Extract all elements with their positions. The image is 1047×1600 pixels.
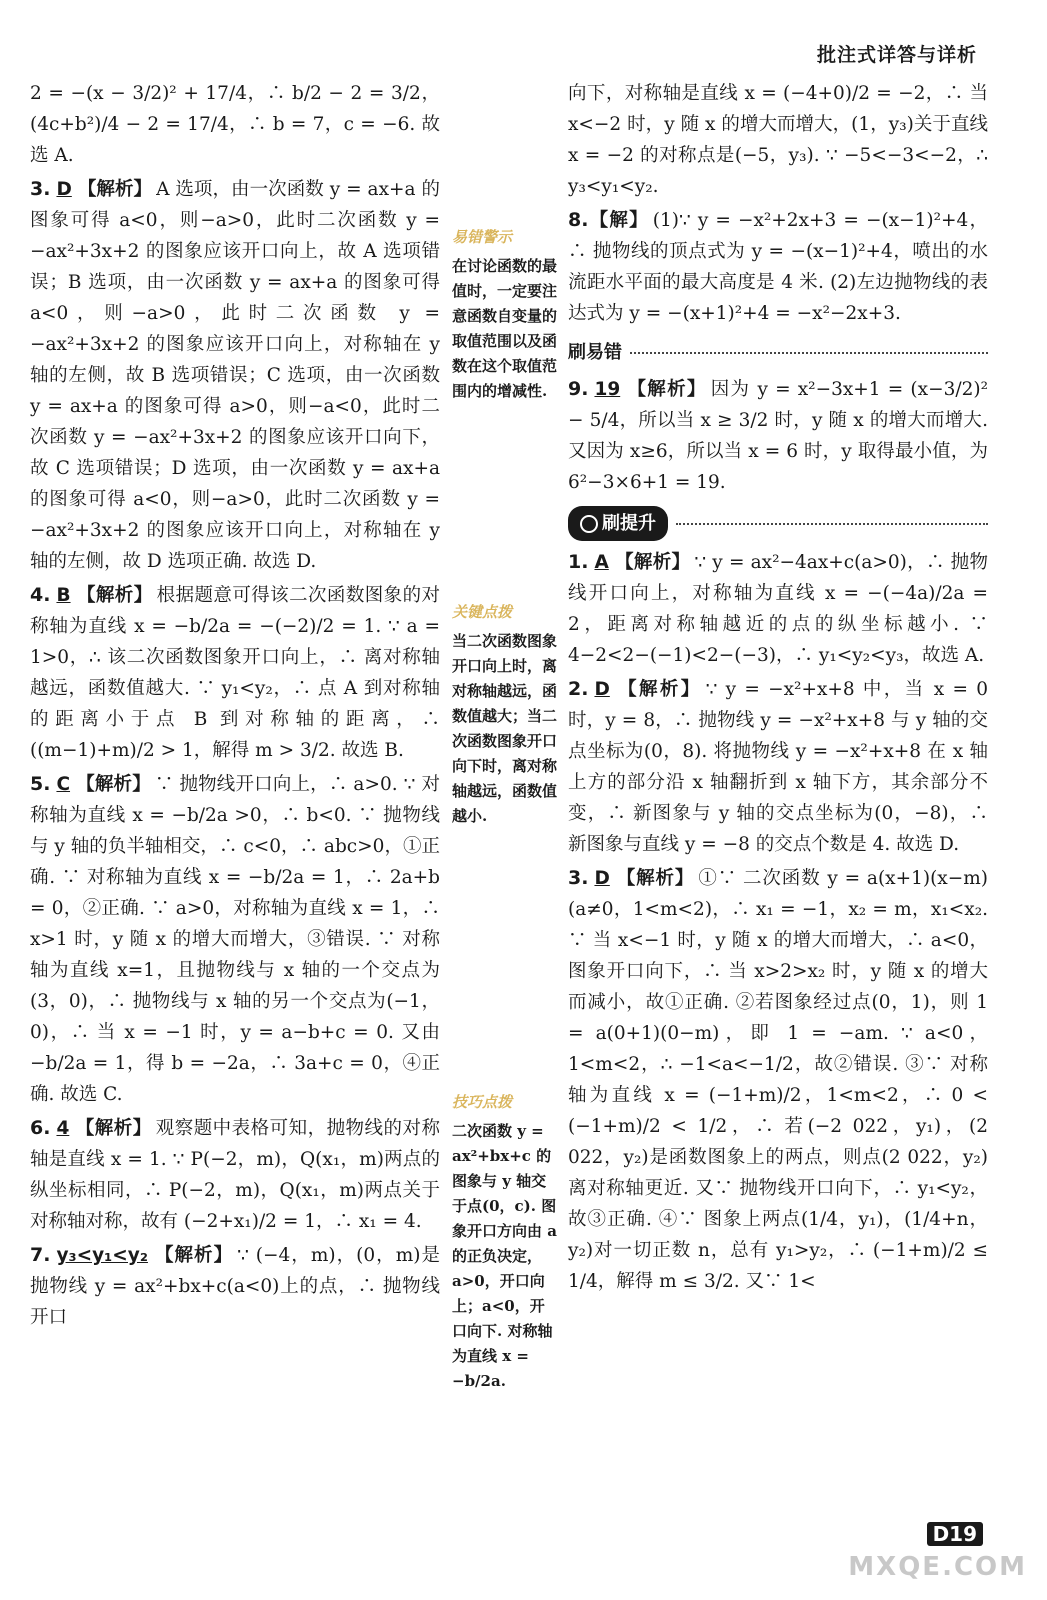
item-number: 7. — [30, 1244, 51, 1266]
page-header: 批注式详答与详析 — [816, 44, 977, 66]
section-divider — [676, 523, 988, 525]
item-tag: 【解】 — [588, 210, 649, 231]
section-heading-mistakes — [568, 337, 988, 368]
item-tag: 【解析】 — [76, 774, 151, 795]
right-column — [568, 78, 988, 1300]
item-answer: 19 — [594, 379, 621, 400]
answer-item — [568, 205, 988, 329]
item-tag: 【解析】 — [615, 868, 695, 889]
item-answer: D — [594, 679, 610, 700]
answer-item — [30, 174, 440, 577]
answer-item — [568, 863, 988, 1297]
section-heading-improve — [568, 506, 988, 541]
side-note — [452, 1090, 558, 1394]
answer-item — [30, 78, 440, 171]
section-badge — [568, 506, 668, 541]
answer-item — [568, 547, 988, 671]
badge-icon — [580, 515, 598, 533]
item-text: (1)∵ y = −x²+2x+3 = −(x−1)²+4，∴ 抛物线的顶点式为 y = −(x−1)²+4，喷出的水流距水平面的最大高度是 4 米. (2)左边抛物线的表达式为 y = −(x+1)²+4 = −x²−2x+3. — [568, 210, 988, 324]
left-column — [30, 78, 440, 1336]
item-text: 根据题意可得该二次函数图象的对称轴为直线 x = −b/2a = −(−2)/2 = 1. ∵ a = 1>0，∴ 该二次函数图象开口向上，∴ 离对称轴越远，函数值越大. ∵ y₁<y₂，∴ 点 A 到对称轴的距离小于点 B 到对称轴的距离，∴ ((m−1)+m)/2 > 1，解得 m > 3/2. 故选 B. — [30, 585, 440, 761]
side-note-title: 技巧点拨 — [452, 1093, 513, 1111]
item-tag: 【解析】 — [153, 1245, 234, 1266]
item-text: ∵ (−4，m)，(0，m)是抛物线 y = ax²+bx+c(a<0)上的点，∴ 抛物线开口 — [30, 1245, 440, 1328]
item-answer: y₃<y₁<y₂ — [56, 1245, 148, 1266]
item-tag: 【解析】 — [77, 179, 153, 200]
item-text: ①∵ 二次函数 y = a(x+1)(x−m)(a≠0，1<m<2)，∴ x₁ = −1，x₂ = m，x₁<x₂. ∵ 当 x<−1 时，y 随 x 的增大而增大，∴ a<0，图象开口向下，∴ 当 x>2>x₂ 时，y 随 x 的增大而减小，故①正确. ②若图象经过点(0，1)，则 1 = a(0+1)(0−m)，即 1 = −am. ∵ a<0，1<m<2，∴ −1<a<−1/2，故②错误. ③∵ 对称轴为直线 x = (−1+m)/2，1<m<2，∴ 0 < (−1+m)/2 < 1/2，∴ 若(−2 022，y₁)，(2 022，y₂)是函数图象上的两点，则点(2 022，y₂)离对称轴更近. 又∵ 抛物线开口向下，∴ y₁<y₂，故③正确. ④∵ 图象上两点(1/4，y₁)，(1/4+n，y₂)对一切正数 n，总有 y₁>y₂，∴ (−1+m)/2 ≤ 1/4，解得 m ≤ 3/2. 又∵ 1< — [568, 868, 988, 1292]
item-text: 因为 y = x²−3x+1 = (x−3/2)² − 5/4，所以当 x ≥ 3/2 时，y 随 x 的增大而增大. 又因为 x≥6，所以当 x = 6 时，y 取得最小值，为 6²−3×6+1 = 19. — [568, 379, 988, 493]
item-number: 1. — [568, 551, 589, 573]
item-text: ∵ y = −x²+x+8 中，当 x = 0 时，y = 8，∴ 抛物线 y = −x²+x+8 与 y 轴的交点坐标为(0，8). 将抛物线 y = −x²+x+8 在 x 轴上方的部分沿 x 轴翻折到 x 轴下方，其余部分不变，∴ 新图象与 y 轴的交点坐标为(0，−8)，∴ 新图象与直线 y = −8 的交点个数是 4. 故选 D. — [568, 679, 988, 855]
item-answer: D — [594, 868, 610, 889]
item-answer: B — [56, 585, 71, 606]
section-label: 刷易错 — [568, 342, 622, 363]
answer-item — [568, 78, 988, 202]
section-label: 刷提升 — [602, 513, 656, 534]
item-tag: 【解析】 — [76, 585, 153, 606]
side-note-text: 二次函数 y = ax²+bx+c 的图象与 y 轴交于点(0，c). 图象开口方向由 a 的正负决定，a>0，开口向上；a<0，开口向下. 对称轴为直线 x = −b/2a. — [452, 1122, 557, 1390]
item-number: 9. — [568, 378, 589, 400]
item-text: ∵ 抛物线开口向上，∴ a>0. ∵ 对称轴为直线 x = −b/2a >0，∴ b<0. ∵ 抛物线与 y 轴的负半轴相交，∴ c<0，∴ abc>0，①正确. ∵ 对称轴为直线 x = −b/2a = 1，∴ 2a+b = 0，②正确. ∵ a>0，对称轴为直线 x = 1，∴ x>1 时，y 随 x 的增大而增大，③错误. ∵ 对称轴为直线 x=1，且抛物线与 x 轴的一个交点为(3，0)，∴ 抛物线与 x 轴的另一个交点为(−1，0)，∴ 当 x = −1 时，y = a−b+c = 0. 又由 −b/2a = 1，得 b = −2a，∴ 3a+c = 0，④正确. 故选 C. — [30, 774, 440, 1105]
watermark-logo: MXQE.COM — [848, 1552, 1027, 1582]
item-text: ∵ y = ax²−4ax+c(a>0)，∴ 抛物线开口向上，对称轴为直线 x = −(−4a)/2a = 2，距离对称轴越近的点的纵坐标越小. ∵ 4−2<2−(−1)<2−(−3)，∴ y₁<y₂<y₃，故选 A. — [568, 552, 988, 666]
side-note — [452, 225, 558, 404]
item-answer: C — [56, 774, 71, 795]
item-number: 4. — [30, 584, 51, 606]
side-note-text: 在讨论函数的最值时，一定要注意函数自变量的取值范围以及函数在这个取值范围内的增减性. — [452, 257, 558, 400]
item-text: 向下，对称轴是直线 x = (−4+0)/2 = −2，∴ 当 x<−2 时，y 随 x 的增大而增大，(1，y₃)关于直线 x = −2 的对称点是(−5，y₃). ∵ −5<−3<−2，∴ y₃<y₁<y₂. — [568, 83, 988, 197]
answer-item — [30, 580, 440, 766]
item-number: 5. — [30, 773, 51, 795]
item-number: 6. — [30, 1117, 51, 1139]
answer-item — [30, 1240, 440, 1333]
side-note-text: 当二次函数图象开口向上时，离对称轴越远，函数值越大；当二次函数图象开口向下时，离对称轴越远，函数值越小. — [452, 632, 558, 825]
answer-item — [568, 674, 988, 860]
item-number: 2. — [568, 678, 589, 700]
item-text: 2 = −(x − 3/2)² + 17/4，∴ b/2 − 2 = 3/2，(4c+b²)/4 − 2 = 17/4，∴ b = 7，c = −6. 故选 A. — [30, 83, 440, 166]
item-tag: 【解析】 — [75, 1118, 152, 1139]
answer-item — [30, 769, 440, 1110]
item-text: A 选项，由一次函数 y = ax+a 的图象可得 a<0，则−a>0，此时二次函数 y = −ax²+3x+2 的图象应该开口向上，故 A 选项错误；B 选项，由一次函数 y = ax+a 的图象可得 a<0，则−a>0，此时二次函数 y = −ax²+3x+2 的图象应该开口向上，对称轴在 y 轴的左侧，故 B 选项错误；C 选项，由一次函数 y = ax+a 的图象可得 a>0，则−a<0，此时二次函数 y = −ax²+3x+2 的图象应该开口向下，故 C 选项错误；D 选项，由一次函数 y = ax+a 的图象可得 a<0，则−a>0，此时二次函数 y = −ax²+3x+2 的图象应该开口向上，对称轴在 y 轴的左侧，故 D 选项正确. 故选 D. — [30, 179, 440, 572]
side-note-title: 易错警示 — [452, 228, 513, 246]
section-divider — [630, 352, 988, 354]
item-tag: 【解析】 — [626, 379, 707, 400]
item-number: 3. — [30, 178, 51, 200]
item-tag: 【解析】 — [615, 679, 702, 700]
item-tag: 【解析】 — [614, 552, 691, 573]
item-text: 观察题中表格可知，抛物线的对称轴是直线 x = 1. ∵ P(−2，m)，Q(x₁，m)两点的纵坐标相同，∴ P(−2，m)，Q(x₁，m)两点关于对称轴对称，故有 (−2+x₁)/2 = 1，∴ x₁ = 4. — [30, 1118, 440, 1232]
side-note — [452, 600, 558, 829]
page-number: D19 — [927, 1522, 983, 1546]
item-answer: D — [56, 179, 72, 200]
item-number: 3. — [568, 867, 589, 889]
side-note-title: 关键点拨 — [452, 603, 513, 621]
item-number: 8. — [568, 209, 589, 231]
item-answer: A — [594, 552, 609, 573]
answer-item — [568, 374, 988, 498]
item-answer: 4 — [56, 1118, 70, 1139]
answer-item — [30, 1113, 440, 1237]
